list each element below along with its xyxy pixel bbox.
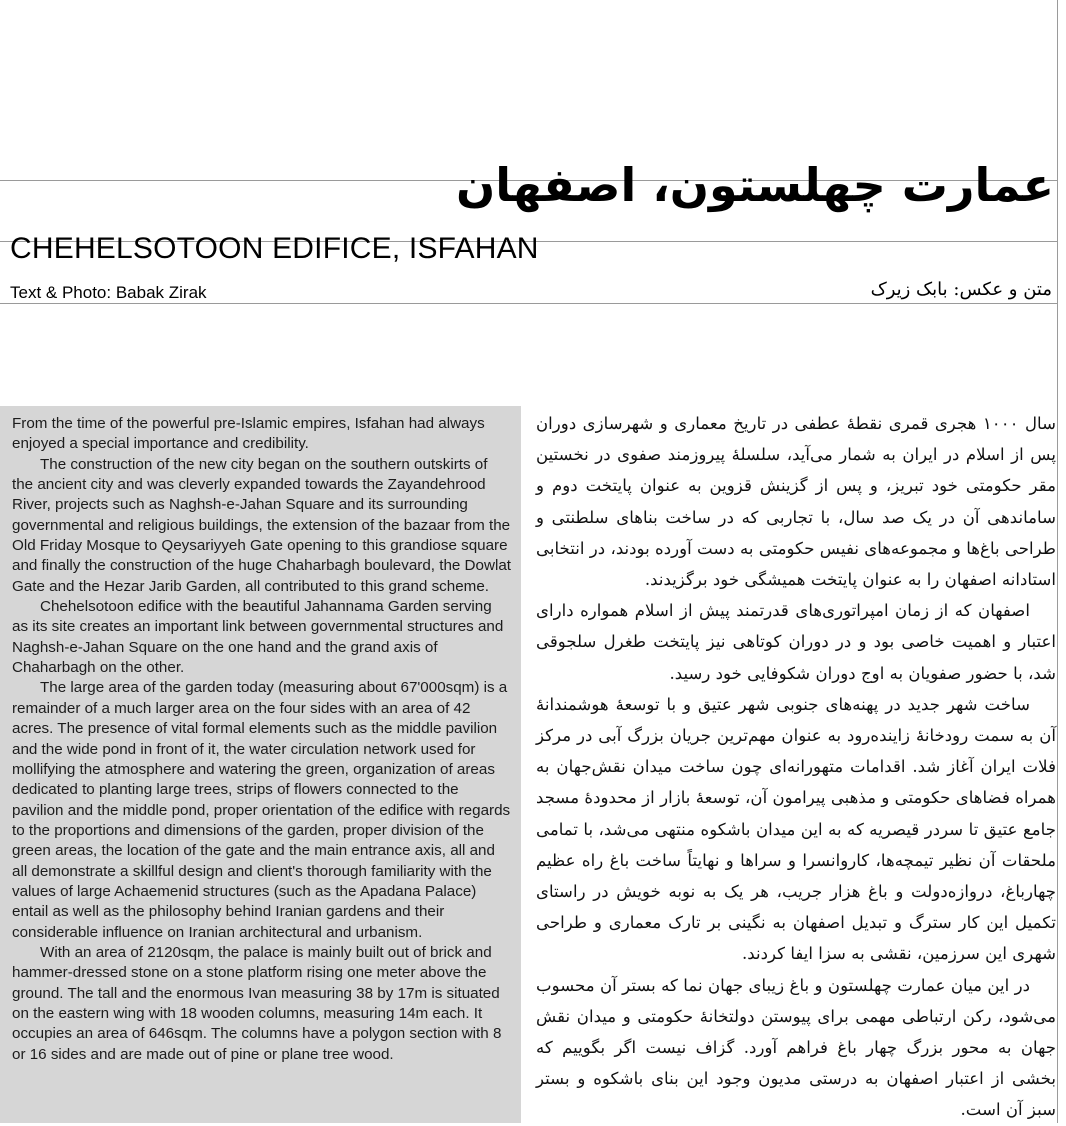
persian-paragraph: اصفهان که از زمان امپراتوری‌های قدرتمند پیش از اسلام همواره دارای اعتبار و اهمیت خاصی بود و در دوران کوتاهی نیز پایتخت طغرل سلجوقی شد، با حضور صفویان به اوج دوران شکوفایی خود رسید. xyxy=(536,601,1056,683)
english-paragraph: From the time of the powerful pre-Islamic empires, Isfahan had always enjoyed a special importance and credibility. xyxy=(12,415,485,453)
persian-paragraph: ساخت شهر جدید در پهنه‌های جنوبی شهر عتیق و با توسعهٔ هوشمندانهٔ آن به سمت رودخانهٔ زاینده‌رود به عنوان مهم‌ترین جریان بزرگ آبی در مرکز فلات ایران آغاز شد. اقدامات متهورانه‌ای چون ساخت میدان نقش‌جهان به همراه فضاهای حکومتی و مذهبی پیرامون آن، توسعهٔ بازار از محدودهٔ مسجد جامع عتیق تا سردر قیصریه که به این میدان باشکوه منتهی می‌شد، با تمامی ملحقات آن نظیر تیمچه‌ها، کاروانسرا و سراها و نهایتاً ساخت باغ راه عظیم چهارباغ، دروازه‌دولت و باغ هزار جریب، هر یک به نوبه خویش در راستای تکمیل این کار سترگ و تبدیل اصفهان به نگینی بر تارک معماری و طراحی شهری این سرزمین، نقشی به سزا ایفا کردند. xyxy=(536,694,1056,964)
english-body xyxy=(12,414,511,1065)
page-title-persian: عمارت چهلستون، اصفهان xyxy=(456,157,1054,212)
persian-paragraph: سال ۱۰۰۰ هجری قمری نقطهٔ عطفی در تاریخ معماری و شهرسازی دوران پس از اسلام در ایران به شمار می‌آید، سلسلهٔ پیروزمند صفوی در نخستین مقر حکومتی خود تبریز، و پس از گزینش قزوین به عنوان پایتخت دوم و ساماندهی آن در یک صد سال، با تجاربی که در ساخت بناهای سلطنتی و طراحی باغ‌ها و مجموعه‌های نفیس حکومتی به دست آورده بودند، در انتخابی استادانه اصفهان را به عنوان پایتخت همیشگی خود برگزیدند. xyxy=(536,414,1056,590)
byline-rule xyxy=(0,303,1058,304)
english-paragraph: The construction of the new city began on the southern outskirts of the ancient city and was cleverly expanded towards the Zayandehrood River, projects such as Naghsh-e-Jahan Square and its surrounding governmental and religious buildings, the extension of the bazaar from the Old Friday Mosque to Qeysariyyeh Gate opening to this grandiose square and finally the construction of the huge Chaharbagh boulevard, the Dowlat Gate and the Hezar Jarib Garden, all contributed to this grand scheme. xyxy=(12,455,511,595)
byline-english: Text & Photo: Babak Zirak xyxy=(10,283,207,302)
english-paragraph: Chehelsotoon edifice with the beautiful Jahannama Garden serving as its site creates an important link between governmental structures and Naghsh-e-Jahan Square on the one hand and the grand axis of Chaharbagh on the other. xyxy=(12,598,504,677)
english-paragraph: With an area of 2120sqm, the palace is mainly built out of brick and hammer-dressed stone on a stone platform rising one meter above the ground. The tall and the enormous Ivan measuring 38 by 17m is situated on the eastern wing with 18 wooden columns, measuring 14m each. It occupies an area of 646sqm. The columns have a polygon section with 8 or 16 sides and are made out of pine or plane tree wood. xyxy=(12,943,502,1063)
english-text-column xyxy=(0,406,521,1123)
persian-paragraph: در این میان عمارت چهلستون و باغ زیبای جهان نما که بستر آن محسوب می‌شود، رکن ارتباطی مهمی برای پیوستن دولتخانهٔ حکومتی و میدان نقش جهان به محور بزرگ چهار باغ فراهم آورد. گزاف نیست اگر بگوییم که بخشی از اعتبار اصفهان به درستی مدیون وجود این بنای باشکوه و بستر سبز آن است. xyxy=(536,975,1056,1120)
page-title-english: CHEHELSOTOON EDIFICE, ISFAHAN xyxy=(10,231,539,265)
english-paragraph: The large area of the garden today (measuring about 67'000sqm) is a remainder of a much larger area on the four sides with an area of 42 acres. The presence of vital formal elements such as the middle pavilion and the wide pond in front of it, the water circulation network used for mollifying the atmosphere and watering the green, organization of areas dedicated to planting large trees, strips of flowers connected to the pavilion and the middle pond, proper orientation of the edifice with regards to the proportions and dimensions of the garden, proper division of the green areas, the location of the gate and the main entrance axis, all and all demonstrate a skillful design and client's thorough familiarity with the values of large Achaemenid structures (such as the Apadana Palace) entail as well as the philosophy behind Iranian gardens and their considerable influence on Iranian architectural and urbanism. xyxy=(12,679,511,941)
persian-text-column xyxy=(536,408,1056,1126)
byline-persian: متن و عکس: بابک زیرک xyxy=(870,279,1052,300)
page-border-right xyxy=(1057,0,1058,1123)
